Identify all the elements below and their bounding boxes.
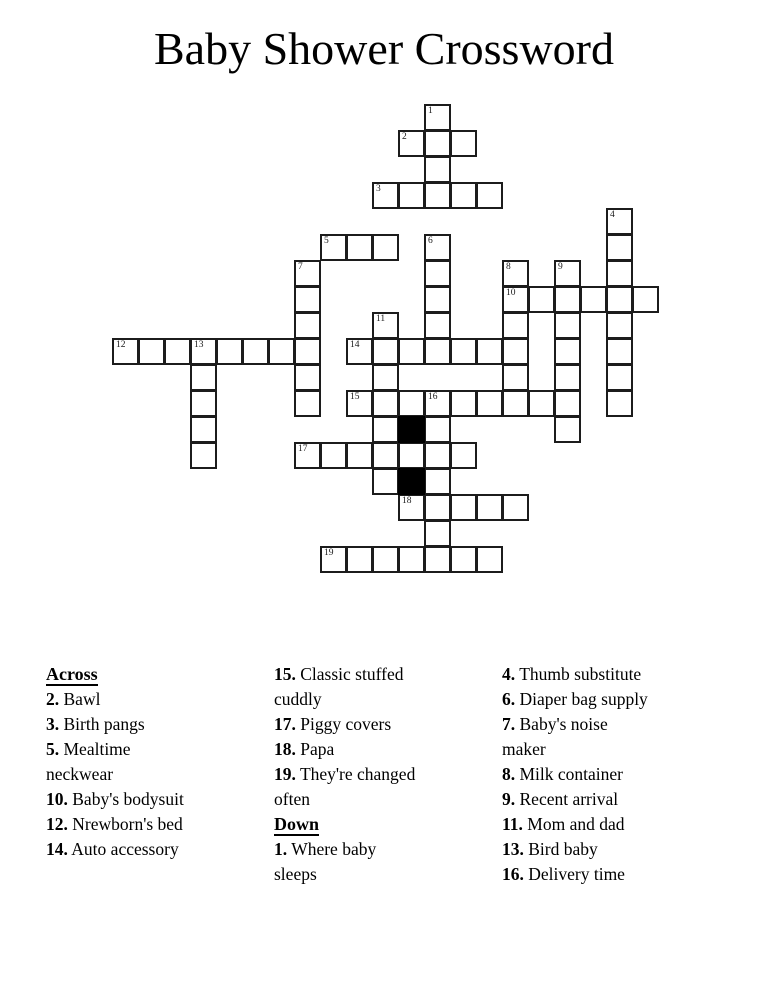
clue-heading-across: Across [46,664,98,684]
clue-line: 3. Birth pangs [46,714,145,734]
grid-cell[interactable] [554,416,581,443]
grid-cell[interactable] [112,338,139,365]
clue-line: 13. Bird baby [502,839,598,859]
grid-cell[interactable] [398,130,425,157]
grid-cell[interactable] [502,390,529,417]
grid-cell[interactable] [294,390,321,417]
cell-number: 10 [506,288,516,298]
grid-cell[interactable] [190,364,217,391]
grid-cell[interactable] [372,312,399,339]
clue-line: 10. Baby's bodysuit [46,789,184,809]
cell-number: 4 [610,210,615,220]
grid-cell[interactable] [424,104,451,131]
grid-cell[interactable] [320,546,347,573]
grid-cell[interactable] [424,338,451,365]
grid-cell[interactable] [372,546,399,573]
cell-number: 1 [428,106,433,116]
clue-heading-down: Down [274,814,320,834]
page-title: Baby Shower Crossword [154,23,614,74]
cell-number: 6 [428,236,433,246]
cell-number: 7 [298,262,303,272]
grid-cell[interactable] [554,364,581,391]
grid-cell[interactable] [320,442,347,469]
grid-cell[interactable] [190,416,217,443]
clue-line: 16. Delivery time [502,864,625,884]
clue-line: 5. Mealtime [46,739,131,759]
grid-cell[interactable] [190,442,217,469]
grid-cell[interactable] [424,312,451,339]
grid-cell-black [398,416,425,443]
clue-column-2 [274,662,500,887]
cell-number: 19 [324,548,334,558]
clue-line: 19. They're changed [274,764,416,784]
grid-cell[interactable] [424,156,451,183]
grid-cell[interactable] [216,338,243,365]
grid-cell[interactable] [502,312,529,339]
grid-cell[interactable] [606,338,633,365]
grid-cell[interactable] [346,338,373,365]
grid-cell[interactable] [606,234,633,261]
grid-cell[interactable] [398,390,425,417]
clue-line: 14. Auto accessory [46,839,179,859]
grid-cell[interactable] [450,494,477,521]
clue-line: 7. Baby's noise [502,714,608,734]
grid-cell[interactable] [294,312,321,339]
cell-number: 3 [376,184,381,194]
grid-cell[interactable] [372,390,399,417]
clue-line: 1. Where baby [274,839,377,859]
grid-cell[interactable] [476,182,503,209]
grid-cell[interactable] [294,442,321,469]
grid-cell[interactable] [424,286,451,313]
grid-cell[interactable] [424,390,451,417]
grid-cell[interactable] [554,338,581,365]
grid-cell[interactable] [398,546,425,573]
grid-cell[interactable] [294,364,321,391]
grid-cell[interactable] [424,494,451,521]
grid-cell[interactable] [398,182,425,209]
grid-cell[interactable] [424,520,451,547]
grid-cell[interactable] [606,286,633,313]
grid-cell[interactable] [476,338,503,365]
grid-cell[interactable] [424,260,451,287]
grid-cell[interactable] [294,286,321,313]
cell-number: 12 [116,340,126,350]
grid-cell[interactable] [242,338,269,365]
grid-cell[interactable] [424,234,451,261]
grid-cell[interactable] [372,234,399,261]
grid-cell[interactable] [138,338,165,365]
grid-cell[interactable] [268,338,295,365]
grid-cell[interactable] [606,208,633,235]
grid-cell[interactable] [190,338,217,365]
grid-cell[interactable] [554,390,581,417]
grid-cell[interactable] [164,338,191,365]
cell-number: 16 [428,392,438,402]
grid-cell[interactable] [346,442,373,469]
cell-number: 17 [298,444,308,454]
clue-line: 9. Recent arrival [502,789,619,809]
grid-cell[interactable] [372,416,399,443]
clue-line: 12. Nrewborn's bed [46,814,183,834]
grid-cell[interactable] [502,260,529,287]
grid-cell[interactable] [450,390,477,417]
grid-cell[interactable] [502,494,529,521]
grid-cell[interactable] [424,442,451,469]
clue-line-continuation: maker [502,739,546,759]
grid-cell[interactable] [606,260,633,287]
clue-column-3 [502,662,728,887]
grid-cell[interactable] [424,416,451,443]
clue-column-1 [46,662,272,862]
grid-cell[interactable] [372,364,399,391]
grid-cell[interactable] [398,442,425,469]
cell-number: 13 [194,340,204,350]
clue-line: 17. Piggy covers [274,714,392,734]
cell-number: 5 [324,236,329,246]
grid-cell[interactable] [372,468,399,495]
grid-cell[interactable] [372,442,399,469]
clue-line-continuation: cuddly [274,689,322,709]
grid-cell[interactable] [606,312,633,339]
clue-line: 18. Papa [274,739,335,759]
grid-cell[interactable] [450,546,477,573]
grid-cell[interactable] [424,182,451,209]
grid-cell[interactable] [346,390,373,417]
grid-cell[interactable] [424,546,451,573]
grid-cell[interactable] [528,390,555,417]
grid-cell[interactable] [476,494,503,521]
grid-cell[interactable] [424,130,451,157]
grid-cell[interactable] [502,338,529,365]
clue-line: 4. Thumb substitute [502,664,642,684]
grid-cell[interactable] [450,338,477,365]
grid-cell[interactable] [294,260,321,287]
grid-cell[interactable] [554,286,581,313]
cell-number: 14 [350,340,360,350]
clue-line-continuation: sleeps [274,864,317,884]
clue-line: 8. Milk container [502,764,624,784]
cell-number: 18 [402,496,412,506]
cell-number: 9 [558,262,563,272]
clue-line: 6. Diaper bag supply [502,689,648,709]
grid-cell[interactable] [476,390,503,417]
grid-cell[interactable] [346,234,373,261]
cell-number: 11 [376,314,386,324]
grid-cell[interactable] [502,286,529,313]
clue-line-continuation: neckwear [46,764,114,784]
grid-cell[interactable] [476,546,503,573]
cell-number: 15 [350,392,360,402]
grid-cell[interactable] [528,286,555,313]
grid-cell[interactable] [398,494,425,521]
grid-cell[interactable] [632,286,659,313]
grid-cell[interactable] [554,260,581,287]
grid-cell[interactable] [372,182,399,209]
cell-number: 2 [402,132,407,142]
grid-cell[interactable] [294,338,321,365]
grid-cell[interactable] [398,338,425,365]
grid-cell[interactable] [606,390,633,417]
grid-cell[interactable] [450,182,477,209]
grid-cell[interactable] [606,364,633,391]
clue-line: 2. Bawl [46,689,101,709]
grid-cell[interactable] [450,130,477,157]
clue-line-continuation: often [274,789,310,809]
grid-cell-black [398,468,425,495]
grid-cell[interactable] [372,338,399,365]
grid-cell[interactable] [450,442,477,469]
grid-cell[interactable] [320,234,347,261]
clue-line: 15. Classic stuffed [274,664,404,684]
grid-cell[interactable] [580,286,607,313]
grid-cell[interactable] [502,364,529,391]
grid-cell[interactable] [554,312,581,339]
clue-line: 11. Mom and dad [502,814,625,834]
grid-cell[interactable] [346,546,373,573]
grid-cell[interactable] [424,468,451,495]
grid-cell[interactable] [190,390,217,417]
cell-number: 8 [506,262,511,272]
